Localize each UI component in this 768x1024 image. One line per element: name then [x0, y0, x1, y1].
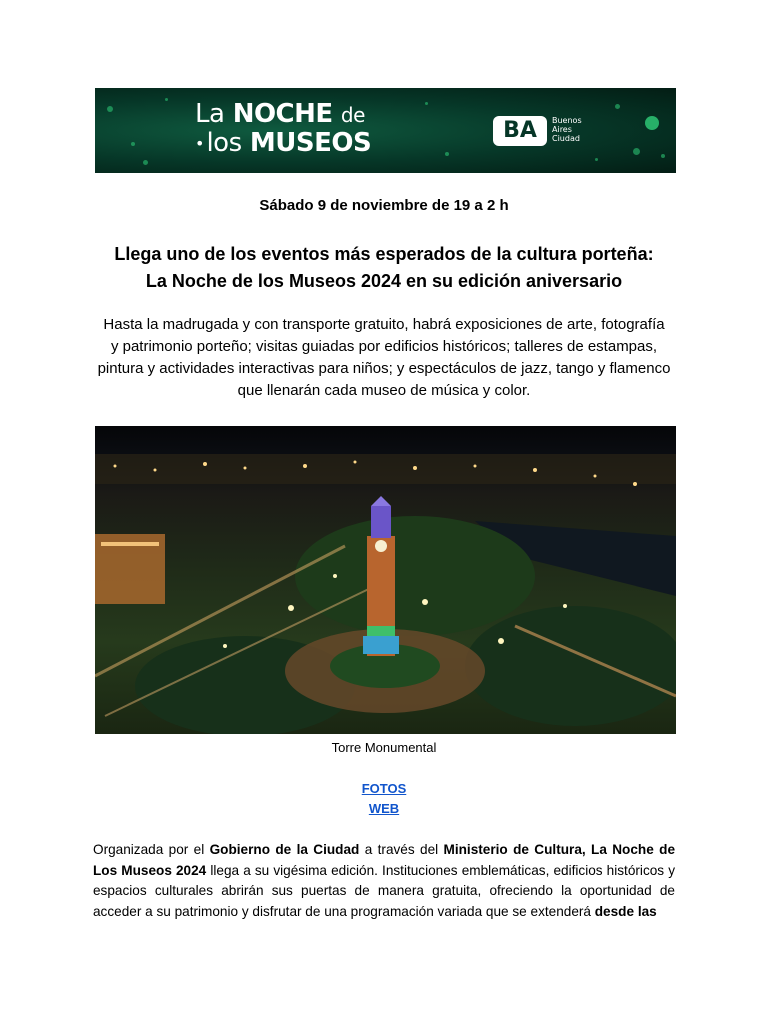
intro-line: Hasta la madrugada y con transporte gratuito, habrá exposiciones de arte, fotografía	[103, 316, 665, 333]
body-paragraph	[93, 840, 675, 922]
headline-line: Llega uno de los eventos más esperados de la cultura porteña:	[114, 244, 654, 264]
body-text-segment: llega a su vigésima edición. Instituciones emblemáticas, edificios históricos y espacios culturales abrirán sus puertas de manera gratuita, ofreciendo la oportunidad de acceder a su patrimonio y disfrutar de una programación variada que se extenderá	[93, 862, 676, 919]
banner-title	[195, 100, 371, 158]
headline-line: La Noche de los Museos 2024 en su edición aniversario	[145, 271, 623, 291]
body-bold-segment: desde las	[594, 903, 657, 919]
decor-dot	[633, 148, 640, 155]
body-bold-segment: Gobierno de la Ciudad	[209, 842, 360, 857]
decor-dot	[143, 160, 148, 165]
banner-title-museos: MUSEOS	[249, 128, 372, 158]
banner-title-noche: NOCHE	[232, 99, 333, 129]
decor-dot	[595, 158, 598, 161]
decor-dot	[645, 116, 659, 130]
headline	[0, 241, 768, 295]
photo-caption: Torre Monumental	[331, 740, 437, 755]
decor-dot	[131, 142, 135, 146]
banner-title-de: de	[340, 103, 365, 127]
banner-title-la: La	[195, 99, 225, 129]
intro-line: y patrimonio porteño; visitas guiadas por edificios históricos; talleres de estampas,	[110, 338, 658, 355]
logo-text-line: Aires	[552, 125, 572, 134]
intro-line: pintura y actividades interactivas para niños; y espectáculos de jazz, tango y flamenco	[97, 360, 671, 377]
body-text-segment: a través del	[359, 842, 444, 857]
torre-monumental-photo	[95, 426, 676, 734]
buenos-aires-logo-text	[552, 116, 582, 143]
logo-text-line: Buenos	[552, 116, 582, 125]
banner-title-los: los	[206, 128, 242, 158]
buenos-aires-logo-icon: BA	[493, 116, 547, 146]
intro-line: que llenarán cada museo de música y color.	[237, 382, 531, 399]
decor-dot	[165, 98, 168, 101]
decor-dot	[615, 104, 620, 109]
night-city-illustration	[95, 426, 676, 734]
event-banner	[95, 88, 676, 173]
decor-dot	[661, 154, 665, 158]
bullet-icon: •	[195, 133, 205, 153]
web-link[interactable]: WEB	[368, 801, 400, 816]
body-bold-segment: Ministerio de Cultura, La Noche de Los Museos 2024	[93, 842, 676, 878]
logo-text-line: Ciudad	[552, 134, 580, 143]
intro-paragraph	[88, 314, 680, 402]
decor-dot	[107, 106, 113, 112]
fotos-link[interactable]: FOTOS	[361, 781, 407, 796]
decor-dot	[445, 152, 449, 156]
decor-dot	[425, 102, 428, 105]
body-text-segment: Organizada por el	[93, 842, 210, 857]
event-date: Sábado 9 de noviembre de 19 a 2 h	[259, 197, 509, 214]
